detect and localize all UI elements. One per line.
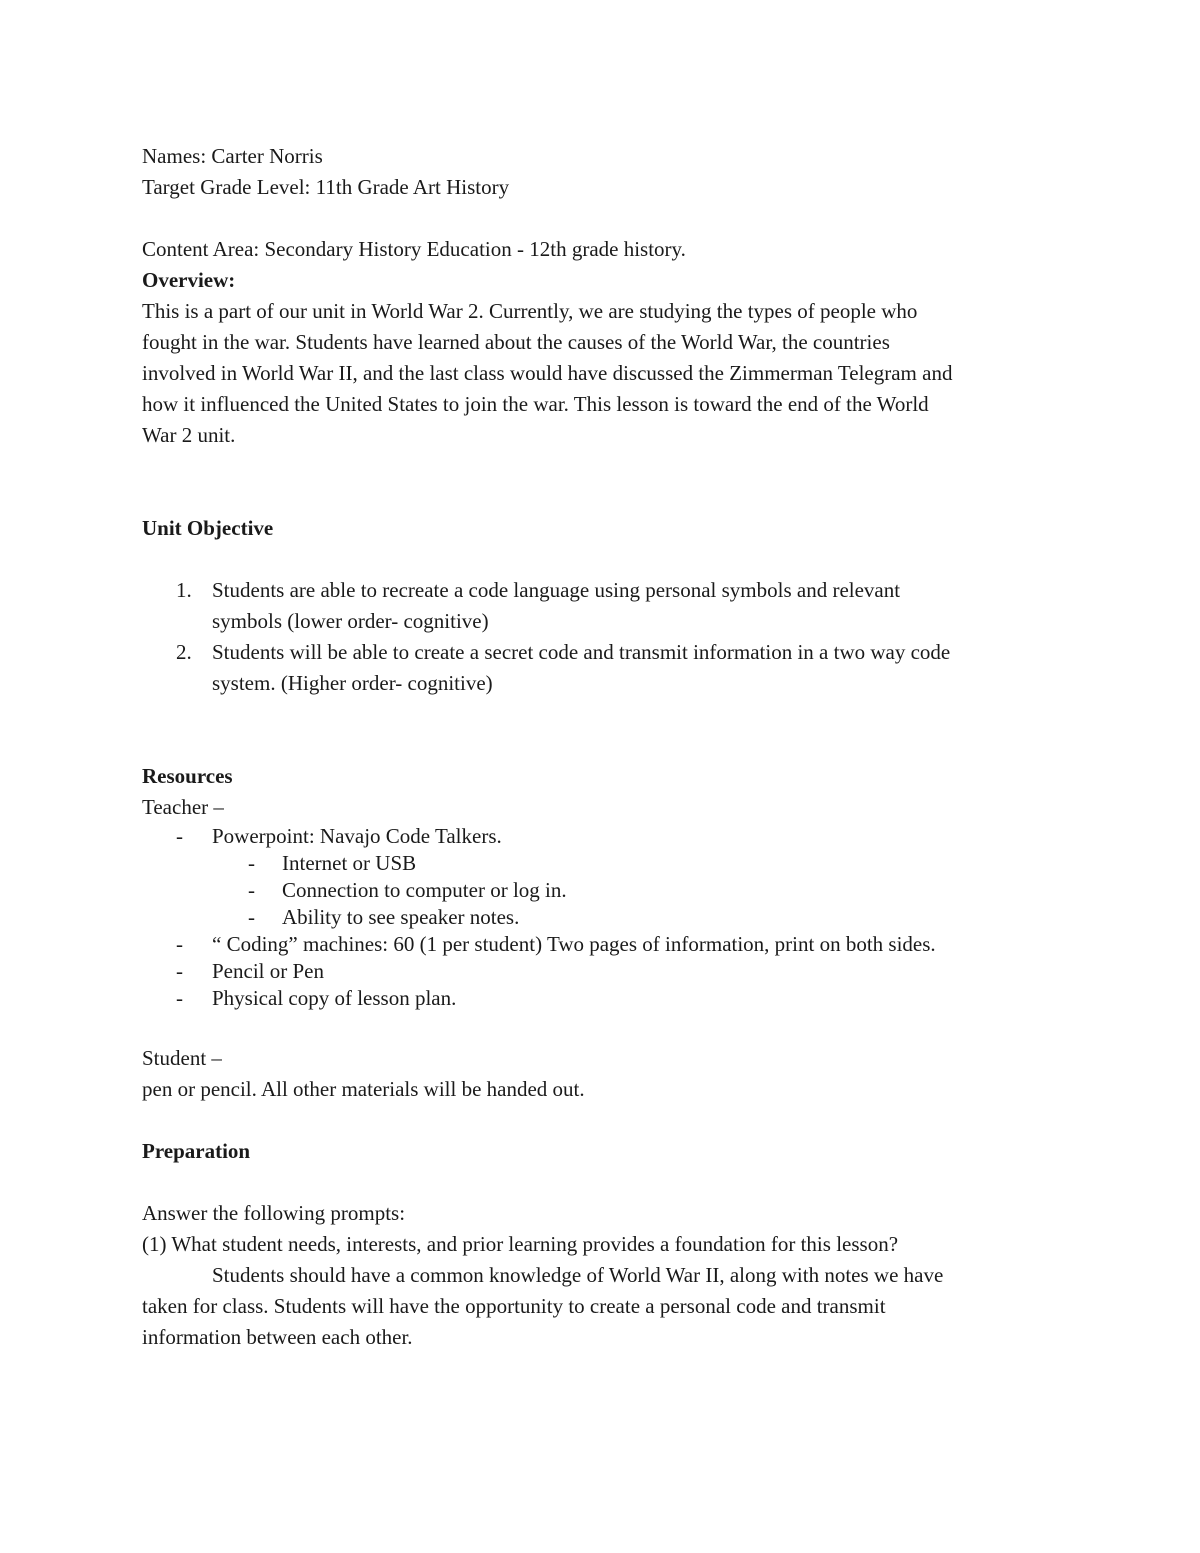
overview-heading: Overview:	[142, 268, 236, 292]
preparation-intro: Answer the following prompts:	[142, 1201, 406, 1225]
list-item	[142, 958, 1072, 985]
item-text: Physical copy of lesson plan.	[212, 986, 457, 1010]
preparation-heading: Preparation	[142, 1139, 251, 1163]
list-number: 1.	[176, 578, 192, 602]
teacher-resources-list-continued	[142, 931, 1072, 1012]
objective-line: Students are able to recreate a code language using personal symbols and relevant	[212, 578, 901, 602]
list-item	[142, 985, 1072, 1012]
list-item	[142, 904, 1072, 931]
list-item	[142, 877, 1072, 904]
dash-bullet: -	[248, 905, 255, 929]
overview-line: how it influenced the United States to join the war. This lesson is toward the end of the World	[142, 392, 929, 416]
student-resources-text: pen or pencil. All other materials will be handed out.	[142, 1077, 585, 1101]
teacher-resources-list	[142, 823, 1072, 850]
dash-bullet: -	[248, 851, 255, 875]
names-line: Names: Carter Norris	[142, 144, 323, 168]
dash-bullet: -	[176, 959, 183, 983]
overview-line: This is a part of our unit in World War 2. Currently, we are studying the types of people who	[142, 299, 918, 323]
list-item	[142, 850, 1072, 877]
answer-line: taken for class. Students will have the opportunity to create a personal code and transmit	[142, 1294, 886, 1318]
dash-bullet: -	[176, 932, 183, 956]
dash-bullet: -	[248, 878, 255, 902]
overview-line: War 2 unit.	[142, 423, 236, 447]
list-item	[142, 637, 1072, 699]
objective-line: system. (Higher order- cognitive)	[212, 671, 493, 695]
item-text: Pencil or Pen	[212, 959, 324, 983]
powerpoint-sub-list	[142, 850, 1072, 931]
list-item	[142, 823, 1072, 850]
prompt-answer	[142, 1260, 1072, 1353]
list-number: 2.	[176, 640, 192, 664]
item-text: “ Coding” machines: 60 (1 per student) Two pages of information, print on both sides.	[212, 932, 936, 956]
prompt-question: (1) What student needs, interests, and prior learning provides a foundation for this lesson?	[142, 1232, 899, 1256]
overview-line: fought in the war. Students have learned about the causes of the World War, the countries	[142, 330, 890, 354]
unit-objective-heading: Unit Objective	[142, 516, 274, 540]
resources-heading: Resources	[142, 764, 233, 788]
grade-level-line: Target Grade Level: 11th Grade Art History	[142, 175, 510, 199]
list-item	[142, 931, 1072, 958]
sub-item-text: Connection to computer or log in.	[282, 878, 567, 902]
content-area-line: Content Area: Secondary History Education - 12th grade history.	[142, 237, 686, 261]
list-item	[142, 575, 1072, 637]
document-content	[142, 141, 1072, 1353]
objective-line: symbols (lower order- cognitive)	[212, 609, 489, 633]
teacher-label: Teacher –	[142, 795, 224, 819]
powerpoint-item: Powerpoint: Navajo Code Talkers.	[212, 824, 502, 848]
sub-item-text: Internet or USB	[282, 851, 417, 875]
overview-paragraph	[142, 296, 1072, 451]
sub-item-text: Ability to see speaker notes.	[282, 905, 520, 929]
overview-line: involved in World War II, and the last class would have discussed the Zimmerman Telegram and	[142, 361, 953, 385]
student-label: Student –	[142, 1046, 222, 1070]
dash-bullet: -	[176, 986, 183, 1010]
answer-line: information between each other.	[142, 1325, 413, 1349]
objectives-list	[142, 575, 1072, 699]
answer-line: Students should have a common knowledge of World War II, along with notes we have	[212, 1263, 944, 1287]
objective-line: Students will be able to create a secret code and transmit information in a two way code	[212, 640, 951, 664]
dash-bullet: -	[176, 824, 183, 848]
